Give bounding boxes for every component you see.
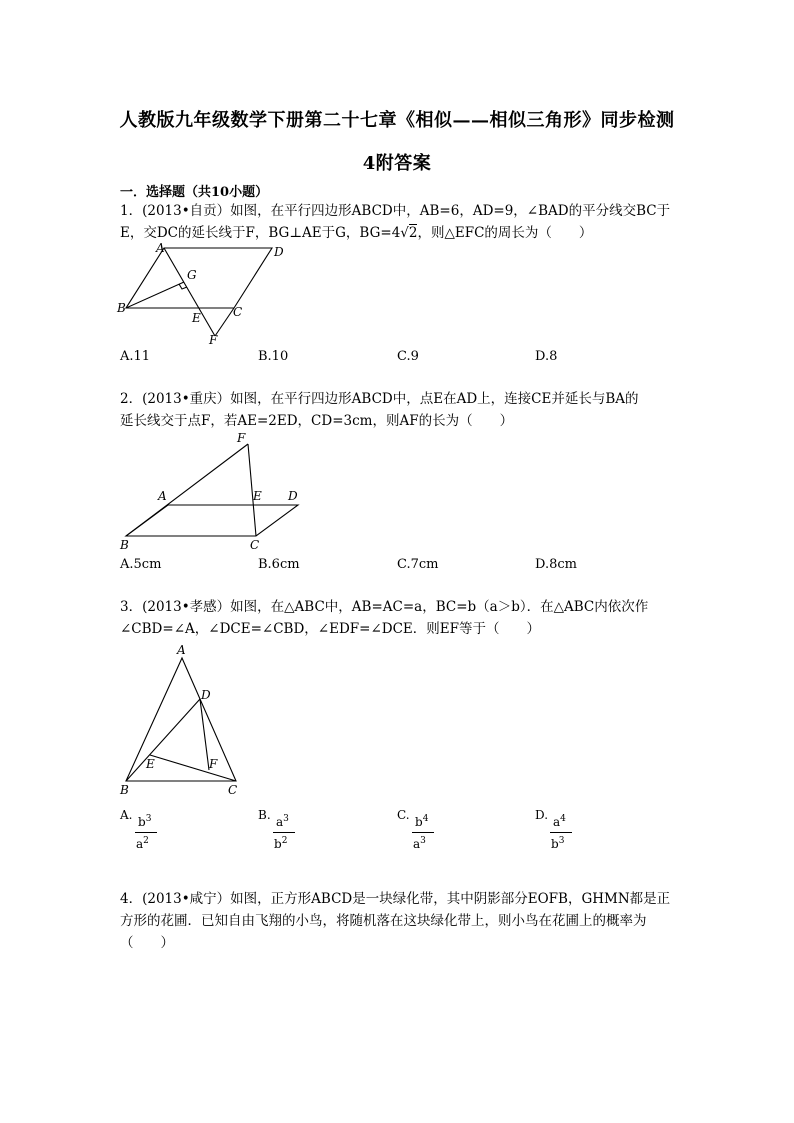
label-d: D	[201, 688, 211, 702]
figure-1	[112, 240, 302, 348]
label-a: A	[156, 241, 165, 255]
section-heading: 一．选择题（共10小题）	[120, 185, 269, 200]
radical-coefficient: 4	[391, 225, 401, 241]
label-b: B	[120, 538, 129, 552]
segment-af	[164, 248, 215, 336]
question-4-text-line1: 4．(2013•咸宁）如图，正方形ABCD是一块绿化带，其中阴影部分EOFB，GHMN都是正	[120, 891, 671, 907]
option-a[interactable]: A.5cm	[120, 557, 162, 572]
option-a[interactable]: A.11	[120, 349, 151, 364]
question-1	[120, 200, 680, 244]
question-3-text-line1: 3．(2013•孝感）如图，在△ABC中，AB=AC=a，BC=b（a＞b）．在△ABC内依次作	[120, 599, 649, 615]
segment-ce	[150, 755, 236, 781]
segment-bd	[126, 699, 200, 781]
label-b: B	[117, 301, 126, 315]
label-e: E	[192, 311, 201, 325]
parallelogram-abcd	[126, 505, 298, 536]
label-b: B	[120, 783, 129, 797]
option-b[interactable]: B.10	[258, 349, 289, 364]
label-c: C	[228, 783, 238, 797]
label-c: C	[250, 538, 260, 552]
question-4	[120, 888, 680, 954]
parallelogram-abcd	[126, 248, 272, 308]
question-4-text-line3: （ ）	[120, 935, 174, 951]
figure-3	[112, 640, 252, 800]
radicand: 2	[408, 225, 418, 241]
label-a: A	[158, 489, 167, 503]
document-title-line2: 4附答案	[362, 153, 432, 174]
question-2-text-line1: 2．(2013•重庆）如图，在平行四边形ABCD中，点E在AD上，连接CE并延长与BA的	[120, 391, 639, 407]
option-c[interactable]: C.7cm	[397, 557, 439, 572]
segment-bf	[126, 444, 248, 536]
question-1-text-line2: E，交DC的延长线于F，BG⊥AE于G，BG=4√2，则△EFC的周长为（ ）	[120, 225, 593, 241]
label-e: E	[146, 757, 155, 771]
option-d[interactable]: D.8	[535, 349, 558, 364]
label-d: D	[274, 245, 284, 259]
label-g: G	[187, 268, 197, 282]
label-f: F	[209, 757, 218, 771]
question-3-text-line2: ∠CBD=∠A，∠DCE=∠CBD，∠EDF=∠DCE．则EF等于（ ）	[120, 621, 540, 637]
document-title: 人教版九年级数学下册第二十七章《相似——相似三角形》同步检测	[119, 110, 675, 131]
segment-cf	[215, 308, 234, 336]
question-1-text-line1: 1．(2013•自贡）如图，在平行四边形ABCD中，AB=6，AD=9，∠BAD的平分线交BC于	[120, 203, 671, 219]
option-d[interactable]: D.8cm	[535, 557, 577, 572]
label-f: F	[209, 333, 218, 347]
label-d: D	[288, 489, 298, 503]
label-f: F	[237, 431, 246, 445]
option-b[interactable]: B.6cm	[258, 557, 300, 572]
question-4-text-line2: 方形的花圃．已知自由飞翔的小鸟，将随机落在这块绿化带上，则小鸟在花圃上的概率为	[120, 913, 647, 929]
question-2	[120, 388, 680, 432]
question-3-options: A. $b^3$ $a^2$ B. $a^3$ $b^2$ C. $b^4$ $a^3$ D. $a^4$ $b^3$	[120, 808, 680, 858]
figure-2	[112, 430, 312, 555]
label-e: E	[253, 489, 262, 503]
radical-sign: √	[400, 225, 409, 241]
question-3	[120, 596, 680, 640]
label-c: C	[233, 305, 243, 319]
label-a: A	[177, 643, 186, 657]
question-2-text-line2: 延长线交于点F，若AE=2ED，CD=3cm，则AF的长为（ ）	[120, 413, 514, 429]
option-c[interactable]: C.9	[397, 349, 419, 364]
